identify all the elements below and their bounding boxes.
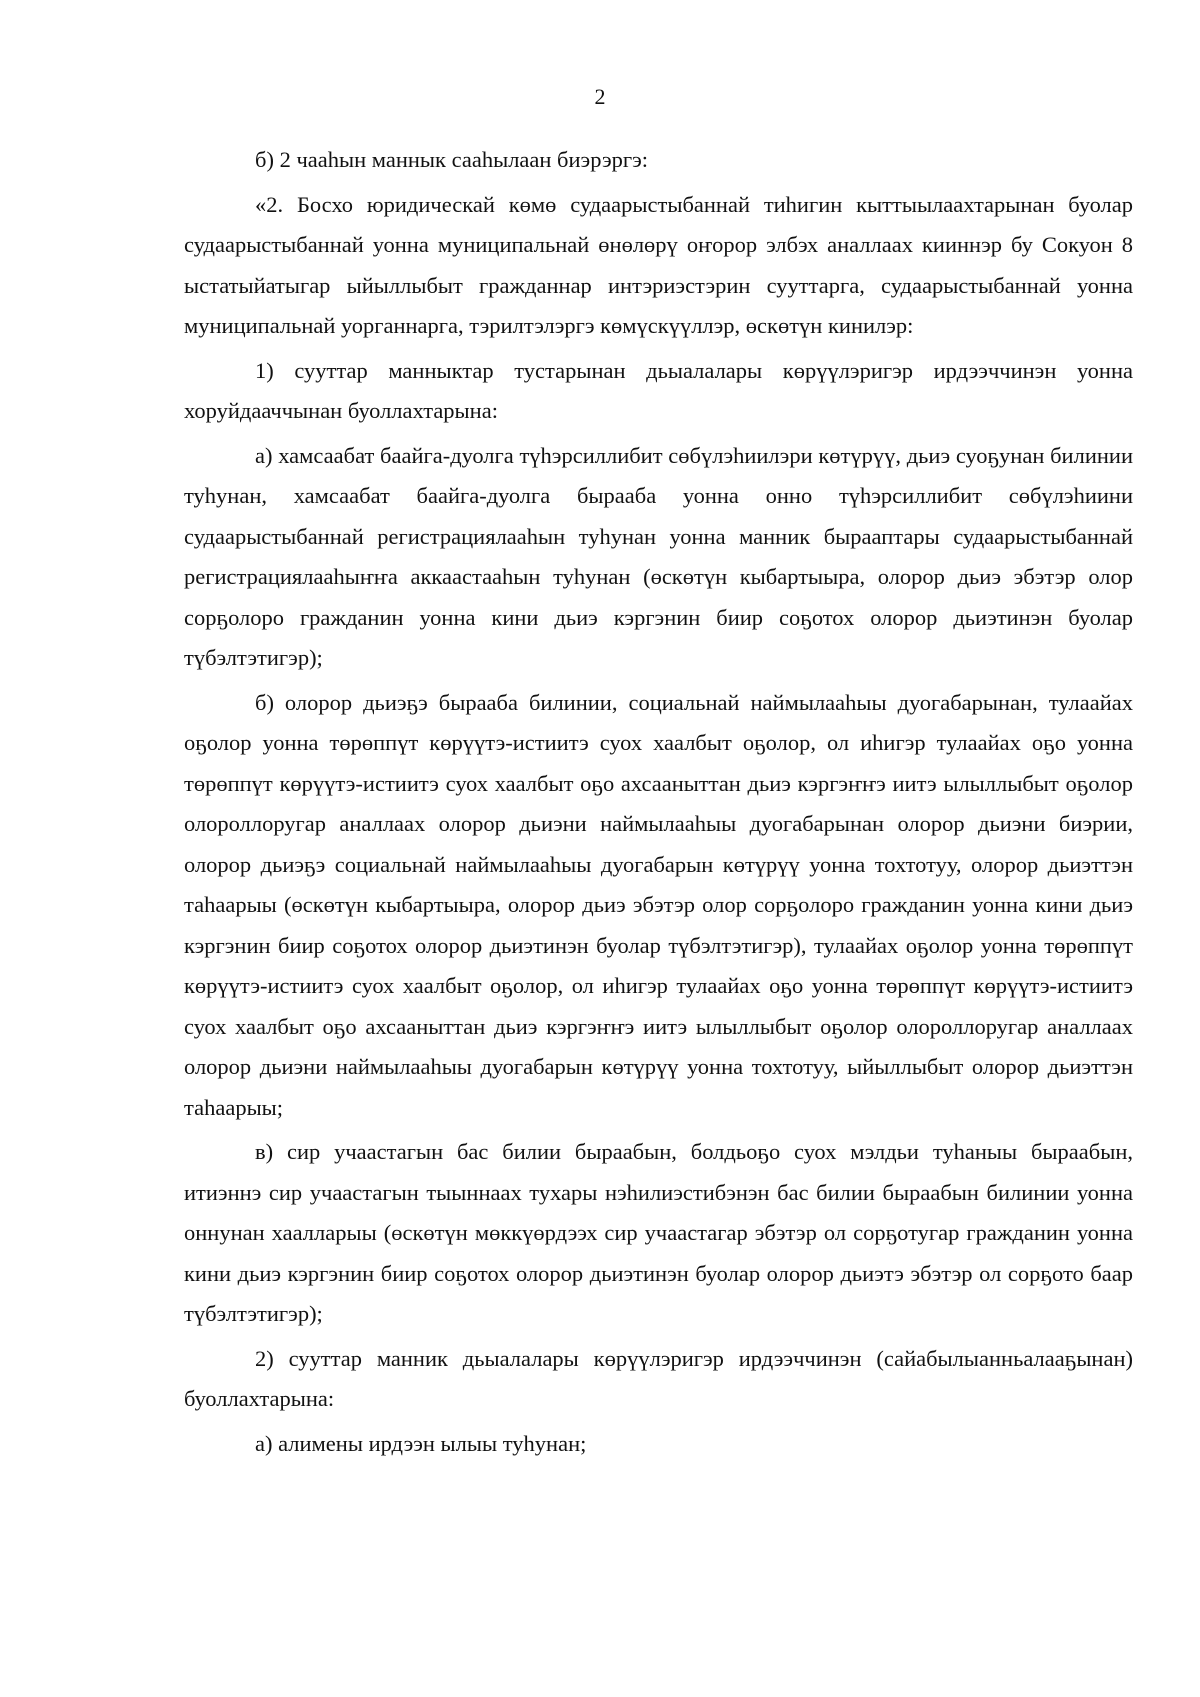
paragraph-subitem-v: в) сир учаастагын бас билии бырaабын, болдьоҕо суох мэлдьи туһаныы бырaабын, итиэннэ сир учаастагын тыыннаах тухары нэһилиэстибэнэн бас билии бырaабын билинии уонна оннунан хаалларыы (өскөтүн мөккүөрдээх сир учаастагар эбэтэр ол сорҕотугар гражданин уонна кини дьиэ кэргэнин биир соҕотох олорор дьиэтинэн буолар олорор дьиэтэ эбэтэр ол сорҕото баар түбэлтэтигэр);: [184, 1139, 1133, 1326]
paragraph-item-2-subitem-a: а) алимены ирдээн ылыы туһунан;: [255, 1430, 587, 1456]
paragraph-amendment-intro: б) 2 чааһын маннык сааһылаан биэрэргэ:: [255, 147, 649, 172]
paragraph-item-2: 2) сууттар манник дьыалалары көрүүлэригэр ирдээччинэн (сайабылыанньалааҕынан) буоллахтарына:: [184, 1345, 1133, 1411]
page-number: 2: [594, 84, 606, 109]
document-body: [184, 140, 1133, 1464]
paragraph-item-1: 1) сууттар манныктар тустарынан дьыалалары көрүүлэригэр ирдээччинэн уонна хоруйдааччынан буоллахтарына:: [184, 357, 1133, 423]
paragraph-part-2: «2. Босхо юридическай көмө судаарыстыбаннай тиһигин кыттыылаахтарынан буолар судаарыстыбаннай уонна муниципальнай өнөлөрү оҥорор элбэх аналлаах кииннэр бу Сокуон 8 ыстатыйатыгар ыйыллыбыт гражданнар интэриэстэрин сууттарга, судаарыстыбаннай уонна муниципальнай уорганнарга, тэрилтэлэргэ көмүскүүллэр, өскөтүн кинилэр:: [184, 191, 1133, 338]
paragraph-subitem-a: а) хамсаабат баайга-дуолга түһэрсиллибит сөбүлэһиилэри көтүрүү, дьиэ суоҕунан билинии туһунан, хамсаабат баайга-дуолга бырааба уонна онно түһэрсиллибит сөбүлэһиини судаарыстыбаннай регистрациялааһын туһунан уонна манник бырааптары судаарыстыбаннай регистрациялааһыҥҥа аккаастааһын туһунан (өскөтүн кыбартыыра, олорор дьиэ эбэтэр олор сорҕолоро гражданин уонна кини дьиэ кэргэнин биир соҕотох олорор дьиэтинэн буолар түбэлтэтигэр);: [184, 442, 1133, 670]
paragraph-subitem-b: б) олорор дьиэҕэ бырааба билинии, социальнай наймылааһыы дуогабарынан, тулаайах оҕолор уонна төрөппүт көрүүтэ-истиитэ суох хаалбыт оҕолор, ол иһигэр тулаайах оҕо уонна төрөппүт көрүүтэ-истиитэ суох хаалбыт оҕо ахсааныттан дьиэ кэргэҥҥэ иитэ ылыллыбыт оҕолор олороллоругар аналлаах олорор дьиэни наймылааһыы дуогабарынан олорор дьиэни биэрии, олорор дьиэҕэ социальнай наймылааһыы дуогабарын көтүрүү уонна тохтотуу, олорор дьиэттэн таһаарыы (өскөтүн кыбартыыра, олорор дьиэ эбэтэр олор сорҕолоро гражданин уонна кини дьиэ кэргэнин биир соҕотох олорор дьиэтинэн буолар түбэлтэтигэр), тулаайах оҕолор уонна төрөппүт көрүүтэ-истиитэ суох хаалбыт оҕолор, ол иһигэр тулаайах оҕо уонна төрөппүт көрүүтэ-истиитэ суох хаалбыт оҕо ахсааныттан дьиэ кэргэҥҥэ иитэ ылыллыбыт оҕолор олороллоругар аналлаах олорор дьиэни наймылааһыы дуогабарын көтүрүү уонна тохтотуу, ыйыллыбыт олорор дьиэттэн таһаарыы;: [184, 689, 1133, 1120]
